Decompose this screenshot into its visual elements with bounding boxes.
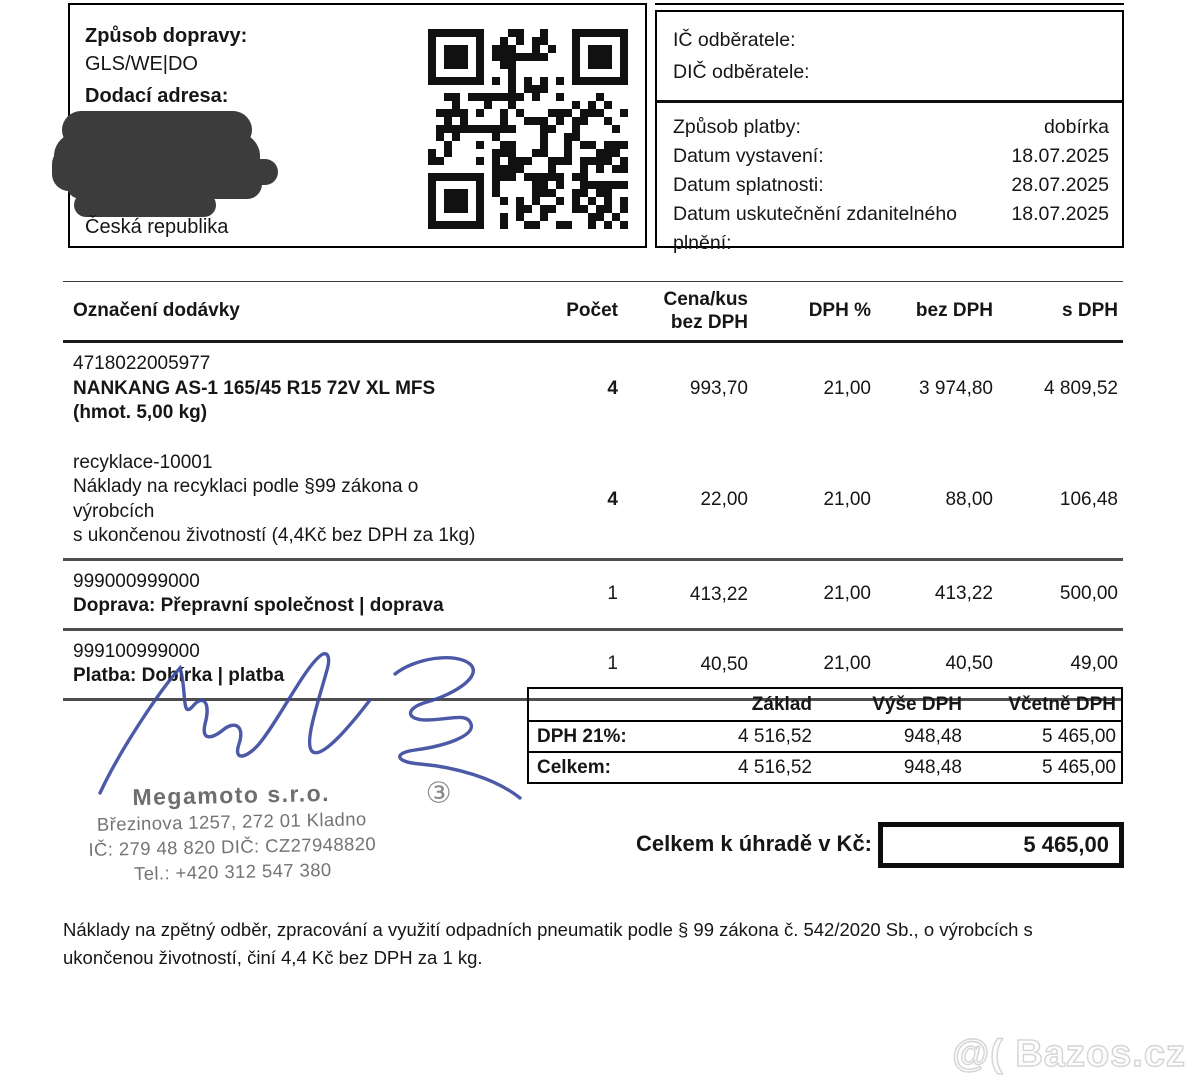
top-border-remnant [655, 3, 1124, 5]
table-row: recyklace-10001 Náklady na recyklaci podle §99 zákona o výrobcích s ukončenou životností (4,4Kč bez DPH za 1kg) 4 22,00 21,00 88,00 106,48 [63, 442, 1123, 561]
due-date-value: 28.07.2025 [1011, 174, 1109, 196]
payment-method-label: Způsob platby: [673, 116, 801, 138]
shipping-method-value: GLS/WE|DO [85, 53, 198, 75]
total-due-value: 5 465,00 [1023, 832, 1109, 857]
header-unit-price: Cena/kus bez DPH [663, 289, 748, 333]
redacted-address-blob [52, 105, 284, 221]
items-table [63, 281, 1123, 701]
box-divider [657, 100, 1122, 103]
issue-date-row [673, 142, 1109, 171]
company-stamp [61, 777, 454, 887]
customer-ids [673, 24, 1108, 88]
payment-method-row [673, 113, 1109, 142]
items-table-header [63, 281, 1123, 343]
payment-details [673, 113, 1109, 258]
delivery-address-label: Dodací adresa: [85, 85, 229, 107]
footer-note [63, 916, 1138, 972]
summary-row-total: Celkem: 4 516,52 948,48 5 465,00 [537, 756, 1116, 778]
summary-header-incl: Včetně DPH [1008, 693, 1116, 715]
header-description: Označení dodávky [73, 299, 240, 321]
due-date-label: Datum splatnosti: [673, 174, 824, 196]
shipping-method-label: Způsob dopravy: [85, 25, 248, 47]
header-qty: Počet [566, 300, 618, 321]
shipping-box [68, 3, 647, 248]
summary-header-vat: Výše DPH [872, 693, 962, 715]
stamp-address: Březinova 1257, 272 01 Kladno [96, 808, 367, 835]
item-description: 999100999000 Platba: Dobírka | platba [73, 640, 285, 686]
customer-payment-box [655, 10, 1124, 254]
stamp-badge-icon: ③ [425, 777, 454, 810]
taxable-date-label: Datum uskutečnění zdanitelného plnění: [673, 203, 958, 254]
table-row: 999000999000 Doprava: Přepravní společnost | doprava 1 413,22 21,00 413,22 500,00 [63, 561, 1123, 631]
taxable-date-row [673, 200, 1109, 258]
item-description: 999000999000 Doprava: Přepravní společnost | doprava [73, 570, 444, 616]
bazos-watermark: @( Bazos.cz [952, 1033, 1186, 1075]
country: Česká republika [85, 216, 229, 238]
stamp-company-name: Megamoto s.r.o. ③ [132, 777, 454, 811]
qr-code [428, 29, 628, 229]
total-due-box [878, 822, 1124, 868]
summary-header-base: Základ [751, 693, 812, 715]
taxable-date-value: 18.07.2025 [1011, 203, 1109, 225]
due-date-row [673, 171, 1109, 200]
total-due-label: Celkem k úhradě v Kč: [636, 831, 872, 856]
table-row: 4718022005977 NANKANG AS-1 165/45 R15 72V XL MFS (hmot. 5,00 kg) 4 993,70 21,00 3 974,80 4 809,52 [63, 343, 1123, 442]
footer-note-line1: Náklady na zpětný odběr, zpracování a využití odpadních pneumatik podle § 99 zákona č. 542/2020 Sb., o výrobcích s [63, 919, 1033, 940]
payment-method-value: dobírka [1043, 116, 1109, 138]
issue-date-label: Datum vystavení: [673, 145, 824, 167]
summary-row-dph21: DPH 21%: 4 516,52 948,48 5 465,00 [529, 722, 1121, 753]
header-gross: s DPH [1062, 300, 1118, 321]
table-row: 999100999000 Platba: Dobírka | platba 1 40,50 21,00 40,50 49,00 [63, 631, 1123, 701]
ic-label: IČ odběratele: [673, 29, 796, 51]
issue-date-value: 18.07.2025 [1011, 145, 1109, 167]
header-vat: DPH % [808, 300, 871, 321]
stamp-phone: Tel.: +420 312 547 380 [133, 858, 332, 885]
item-description: recyklace-10001 Náklady na recyklaci podle §99 zákona o výrobcích s ukončenou životností (4,4Kč bez DPH za 1kg) [73, 451, 476, 546]
vat-summary-table [527, 687, 1123, 784]
footer-note-line2: ukončenou životností, činí 4,4 Kč bez DPH za 1 kg. [63, 947, 483, 968]
dic-label: DIČ odběratele: [673, 61, 810, 83]
header-net: bez DPH [915, 300, 993, 321]
stamp-ids: IČ: 279 48 820 DIČ: CZ27948820 [88, 832, 377, 861]
item-description: 4718022005977 NANKANG AS-1 165/45 R15 72V XL MFS (hmot. 5,00 kg) [73, 353, 436, 423]
summary-header [529, 689, 1121, 722]
